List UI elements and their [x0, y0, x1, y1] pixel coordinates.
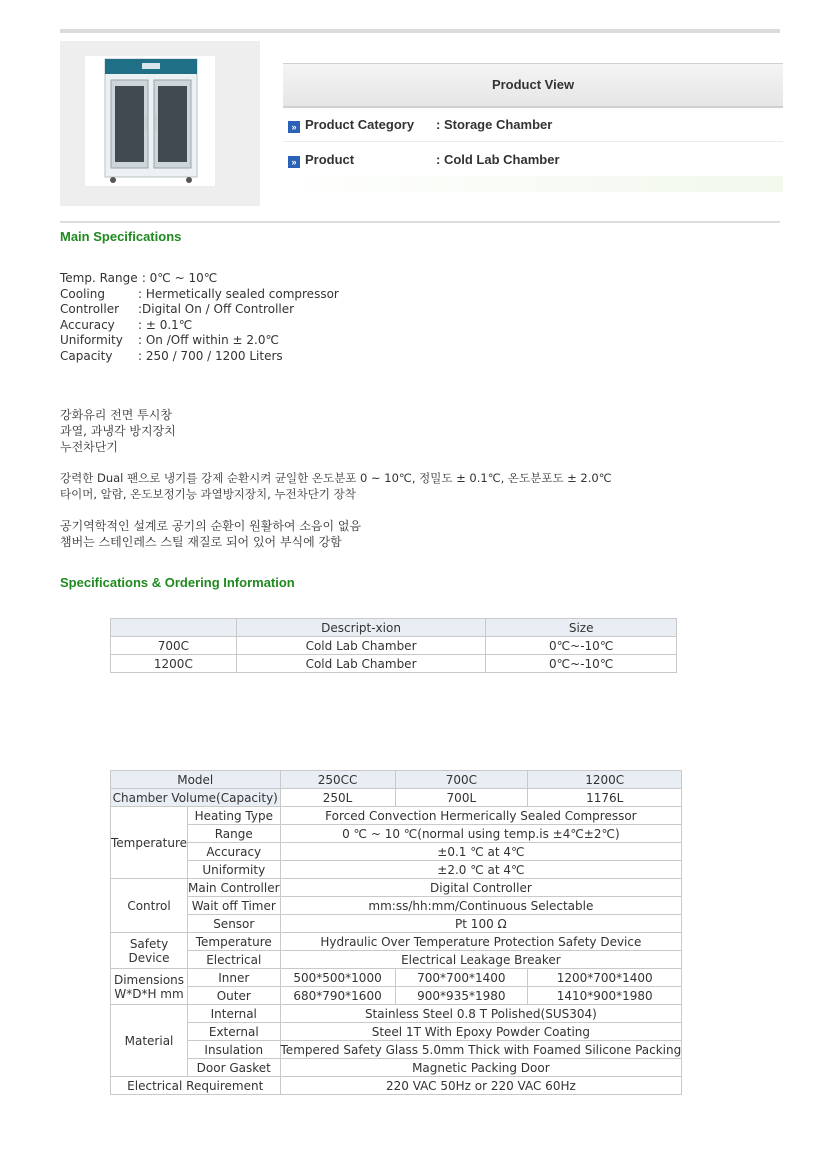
feature-line: 강력한 Dual 팬으로 냉기를 강제 순환시켜 균일한 온도분포 0 ~ 10℃, 정밀도 ± 0.1℃, 온도분포도 ± 2.0℃ [60, 471, 612, 485]
table-cell: Hydraulic Over Temperature Protection Safety Device [280, 933, 682, 951]
row-header: Outer [188, 987, 281, 1005]
row-header: Internal [188, 1005, 281, 1023]
top-divider [60, 29, 780, 33]
spec-line: Controller :Digital On / Off Controller [60, 302, 295, 316]
table-row [111, 1023, 682, 1041]
table-row [111, 843, 682, 861]
table-row [111, 879, 682, 897]
table-header-row [111, 771, 682, 789]
table-cell: 700*700*1400 [395, 969, 528, 987]
feature-line: 공기역학적인 설계로 공기의 순환이 원활하여 소음이 없음 [60, 519, 362, 533]
group-header: Temperature [111, 807, 188, 879]
product-value: : Cold Lab Chamber [436, 152, 560, 167]
table-row [111, 933, 682, 951]
spec-line: Temp. Range : 0℃ ~ 10℃ [60, 271, 218, 285]
table-row [111, 637, 677, 655]
product-view-title: Product View [283, 63, 783, 108]
table-cell: 1176L [528, 789, 682, 807]
row-header: Sensor [188, 915, 281, 933]
product-label: Product [305, 152, 355, 167]
product-row [288, 152, 560, 172]
description-cell: Cold Lab Chamber [236, 655, 486, 673]
table-row [111, 861, 682, 879]
table-cell: 700L [395, 789, 528, 807]
table-cell: 250L [280, 789, 395, 807]
row-header: Inner [188, 969, 281, 987]
table-row [111, 897, 682, 915]
feature-line: 타이머, 알람, 온도보정기능 과열방지장치, 누전차단기 장착 [60, 487, 356, 501]
feature-line: 과열, 과냉각 방지장치 [60, 424, 176, 438]
spec-line: Accuracy : ± 0.1℃ [60, 317, 193, 332]
table-cell: ±2.0 ℃ at 4℃ [280, 861, 682, 879]
table-cell: Steel 1T With Epoxy Powder Coating [280, 1023, 682, 1041]
column-header: Descript-xion [236, 619, 486, 637]
group-header: Material [111, 1005, 188, 1077]
row-header: Wait off Timer [188, 897, 281, 915]
description-cell: Cold Lab Chamber [236, 637, 486, 655]
spec-line: Uniformity : On /Off within ± 2.0℃ [60, 333, 279, 347]
model-header: Model [111, 771, 281, 789]
feature-line: 챔버는 스테인레스 스틸 재질로 되어 있어 부식에 강함 [60, 535, 342, 549]
feature-block-2 [60, 470, 612, 502]
table-cell: Stainless Steel 0.8 T Polished(SUS304) [280, 1005, 682, 1023]
table-row [111, 951, 682, 969]
table-row [111, 1077, 682, 1095]
table-cell: 0 ℃ ~ 10 ℃(normal using temp.is ±4℃±2℃) [280, 825, 682, 843]
row-header: Range [188, 825, 281, 843]
model-name: 250CC [280, 771, 395, 789]
feature-block-3 [60, 517, 361, 549]
group-header: Dimensions W*D*H mm [111, 969, 188, 1005]
table-row [111, 1041, 682, 1059]
info-divider [283, 141, 783, 142]
spec-line: Cooling : Hermetically sealed compressor [60, 286, 339, 301]
product-category-label: Product Category [305, 117, 415, 132]
table-row [111, 807, 682, 825]
double-chevron-right-icon: » [288, 121, 300, 133]
double-chevron-right-icon: » [288, 156, 300, 168]
group-header: Safety Device [111, 933, 188, 969]
row-header: Electrical Requirement [111, 1077, 281, 1095]
table-cell: 1200*700*1400 [528, 969, 682, 987]
decorative-fade [283, 176, 783, 192]
model-cell: 1200C [111, 655, 237, 673]
table-cell: ±0.1 ℃ at 4℃ [280, 843, 682, 861]
group-header: Control [111, 879, 188, 933]
row-header: Accuracy [188, 843, 281, 861]
column-header: Size [486, 619, 677, 637]
table-row [111, 789, 682, 807]
table-cell: 500*500*1000 [280, 969, 395, 987]
main-spec-list [60, 271, 339, 364]
section-divider [60, 221, 780, 223]
table-header-row [111, 619, 677, 637]
table-row [111, 915, 682, 933]
table-cell: 680*790*1600 [280, 987, 395, 1005]
row-header: Insulation [188, 1041, 281, 1059]
table-cell: Magnetic Packing Door [280, 1059, 682, 1077]
spec-line: Capacity : 250 / 700 / 1200 Liters [60, 348, 283, 363]
row-header: Heating Type [188, 807, 281, 825]
feature-line: 강화유리 전면 투시창 [60, 408, 172, 422]
column-header [111, 619, 237, 637]
row-header: Uniformity [188, 861, 281, 879]
specification-table [110, 770, 682, 1095]
table-row [111, 969, 682, 987]
table-cell: Electrical Leakage Breaker [280, 951, 682, 969]
product-image [85, 56, 215, 186]
table-row [111, 987, 682, 1005]
product-category-row [288, 117, 553, 137]
main-specifications-title: Main Specifications [60, 229, 182, 244]
row-header: Door Gasket [188, 1059, 281, 1077]
row-header: Electrical [188, 951, 281, 969]
size-cell: 0℃~-10℃ [486, 655, 677, 673]
ordering-table [110, 618, 677, 673]
product-image-frame [60, 41, 260, 206]
model-name: 700C [395, 771, 528, 789]
table-cell: Tempered Safety Glass 5.0mm Thick with Foamed Silicone Packing [280, 1042, 682, 1057]
row-header: Chamber Volume(Capacity) [111, 789, 281, 807]
table-row [111, 825, 682, 843]
model-cell: 700C [111, 637, 237, 655]
table-row [111, 1059, 682, 1077]
table-cell: 220 VAC 50Hz or 220 VAC 60Hz [280, 1077, 682, 1095]
feature-line: 누전차단기 [60, 440, 118, 454]
feature-block-1 [60, 406, 176, 454]
table-cell: Forced Convection Hermerically Sealed Compressor [280, 807, 682, 825]
ordering-info-title: Specifications & Ordering Information [60, 575, 295, 590]
table-cell: Pt 100 Ω [280, 915, 682, 933]
model-name: 1200C [528, 771, 682, 789]
size-cell: 0℃~-10℃ [486, 637, 677, 655]
row-header: External [188, 1023, 281, 1041]
product-category-value: : Storage Chamber [436, 117, 553, 132]
row-header: Main Controller [188, 880, 280, 895]
table-cell: 1410*900*1980 [528, 987, 682, 1005]
table-cell: mm:ss/hh:mm/Continuous Selectable [280, 897, 682, 915]
table-cell: 900*935*1980 [395, 987, 528, 1005]
table-row [111, 655, 677, 673]
table-row [111, 1005, 682, 1023]
row-header: Temperature [188, 933, 281, 951]
table-cell: Digital Controller [280, 879, 682, 897]
